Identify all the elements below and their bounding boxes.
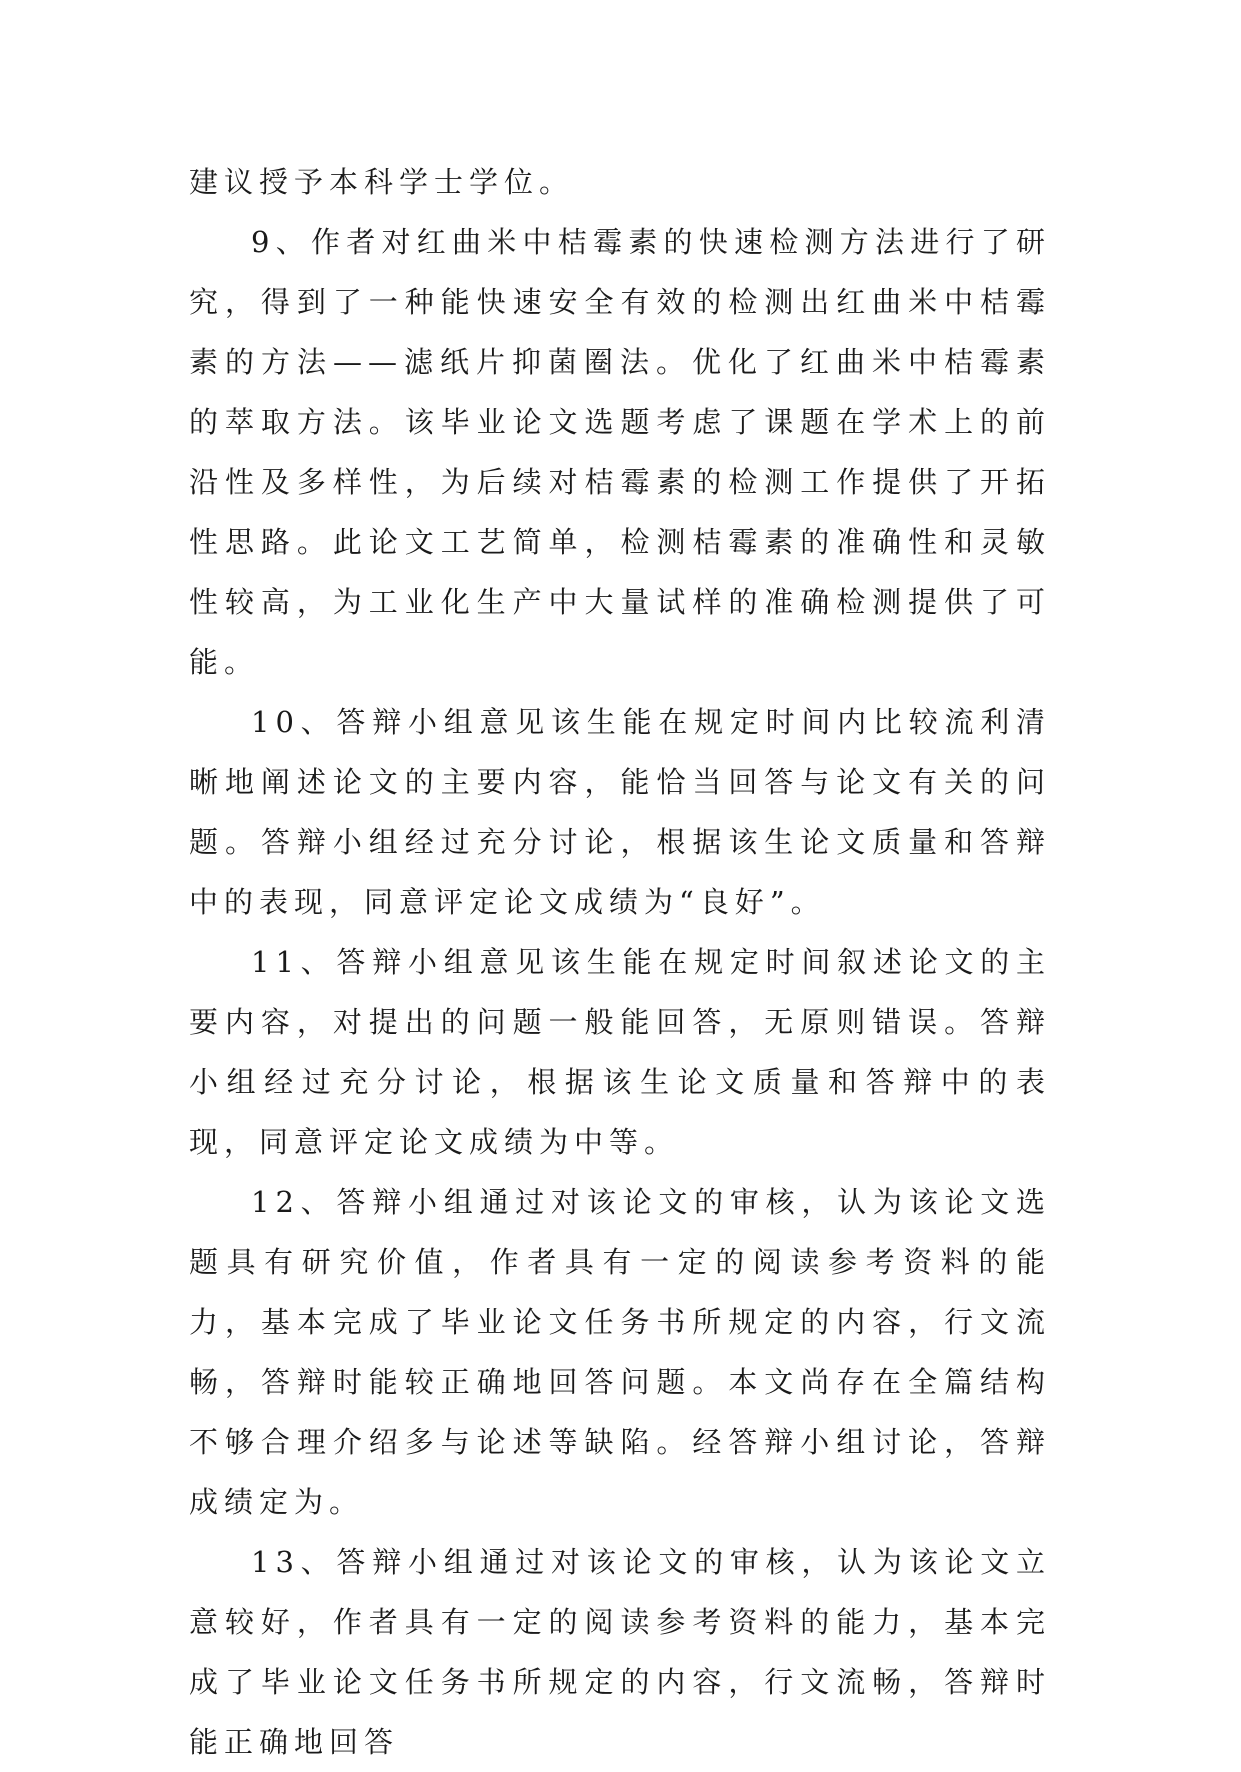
paragraph-item-11: 11、答辩小组意见该生能在规定时间叙述论文的主要内容，对提出的问题一般能回答，无原则错误。答辩小组经过充分讨论，根据该生论文质量和答辩中的表现，同意评定论文成绩为中等。 (189, 945, 1051, 1159)
paragraph-item-13: 13、答辩小组通过对该论文的审核，认为该论文立意较好，作者具有一定的阅读参考资料的能力，基本完成了毕业论文任务书所规定的内容，行文流畅，答辩时能正确地回答 (189, 1545, 1051, 1759)
document-body (189, 152, 1051, 1772)
paragraph-item-10: 10、答辩小组意见该生能在规定时间内比较流利清晰地阐述论文的主要内容，能恰当回答与论文有关的问题。答辩小组经过充分讨论，根据该生论文质量和答辩中的表现，同意评定论文成绩为“良好”。 (189, 705, 1051, 919)
paragraph-item-9: 9、作者对红曲米中桔霉素的快速检测方法进行了研究，得到了一种能快速安全有效的检测出红曲米中桔霉素的方法——滤纸片抑菌圈法。优化了红曲米中桔霉素的萃取方法。该毕业论文选题考虑了课题在学术上的前沿性及多样性，为后续对桔霉素的检测工作提供了开拓性思路。此论文工艺简单，检测桔霉素的准确性和灵敏性较高，为工业化生产中大量试样的准确检测提供了可能。 (189, 225, 1051, 679)
paragraph-item-12: 12、答辩小组通过对该论文的审核，认为该论文选题具有研究价值，作者具有一定的阅读参考资料的能力，基本完成了毕业论文任务书所规定的内容，行文流畅，答辩时能较正确地回答问题。本文尚存在全篇结构不够合理介绍多与论述等缺陷。经答辩小组讨论，答辩成绩定为。 (189, 1185, 1051, 1519)
paragraph-continuation: 建议授予本科学士学位。 (189, 165, 575, 199)
